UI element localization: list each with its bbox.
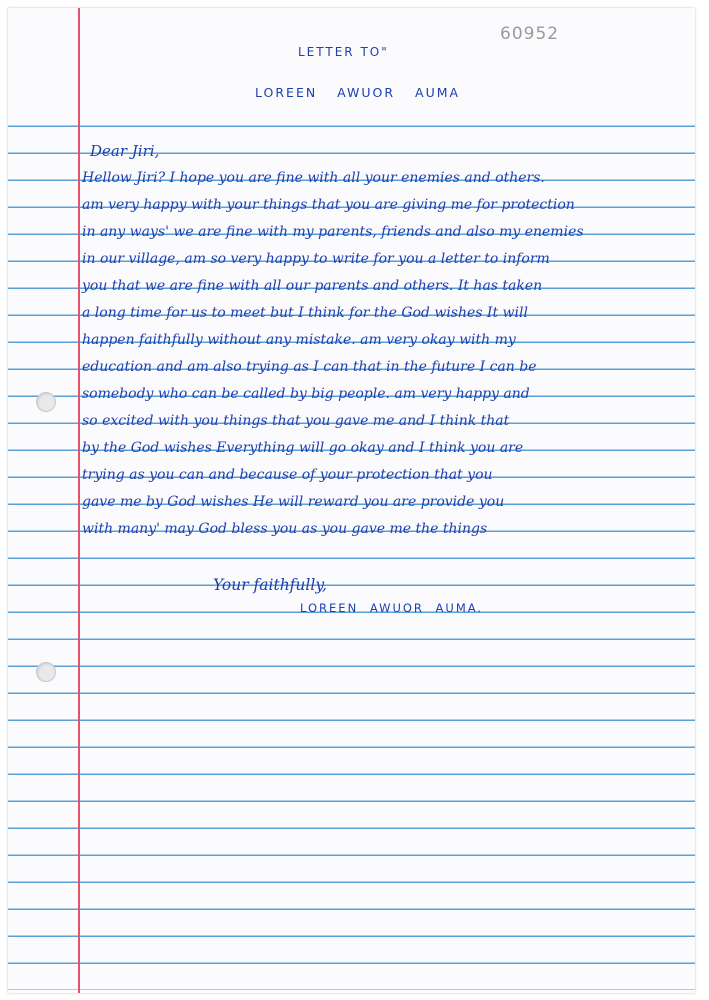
signature: LOREEN AWUOR AUMA. (300, 601, 484, 615)
letter-body-line: happen faithfully without any mistake. am very okay with my (82, 332, 516, 348)
letter-title: LETTER TO" (298, 45, 389, 59)
reference-number: 60952 (500, 24, 560, 44)
letter-body-line: gave me by God wishes He will reward you are provide you (82, 494, 505, 510)
letter-body-line: with many' may God bless you as you gave me the things (82, 521, 488, 537)
punch-hole-top (36, 392, 56, 412)
lined-paper-sheet (8, 8, 695, 993)
letter-body-line: somebody who can be called by big people. am very happy and (82, 386, 530, 402)
closing: Your faithfully, (213, 576, 327, 594)
letter-body-line: Hellow Jiri? I hope you are fine with all your enemies and others. (82, 170, 545, 186)
recipient-name: LOREEN AWUOR AUMA (255, 85, 461, 100)
letter-body-line: trying as you can and because of your protection that you (82, 467, 493, 483)
letter-body-line: you that we are fine with all our parents and others. It has taken (82, 278, 543, 294)
red-margin-line (78, 8, 80, 993)
letter-body-line: a long time for us to meet but I think for the God wishes It will (82, 305, 528, 321)
punch-hole-bottom (36, 662, 56, 682)
letter-body-line: am very happy with your things that you are giving me for protection (82, 197, 575, 213)
letter-body-line: education and am also trying as I can that in the future I can be (82, 359, 537, 375)
letter-body-line: in our village, am so very happy to write for you a letter to inform (82, 251, 550, 267)
letter-body-line: in any ways' we are fine with my parents, friends and also my enemies (82, 224, 584, 240)
letter-body-line: by the God wishes Everything will go okay and I think you are (82, 440, 524, 456)
letter-body-line: so excited with you things that you gave me and I think that (82, 413, 510, 429)
salutation: Dear Jiri, (90, 142, 160, 160)
